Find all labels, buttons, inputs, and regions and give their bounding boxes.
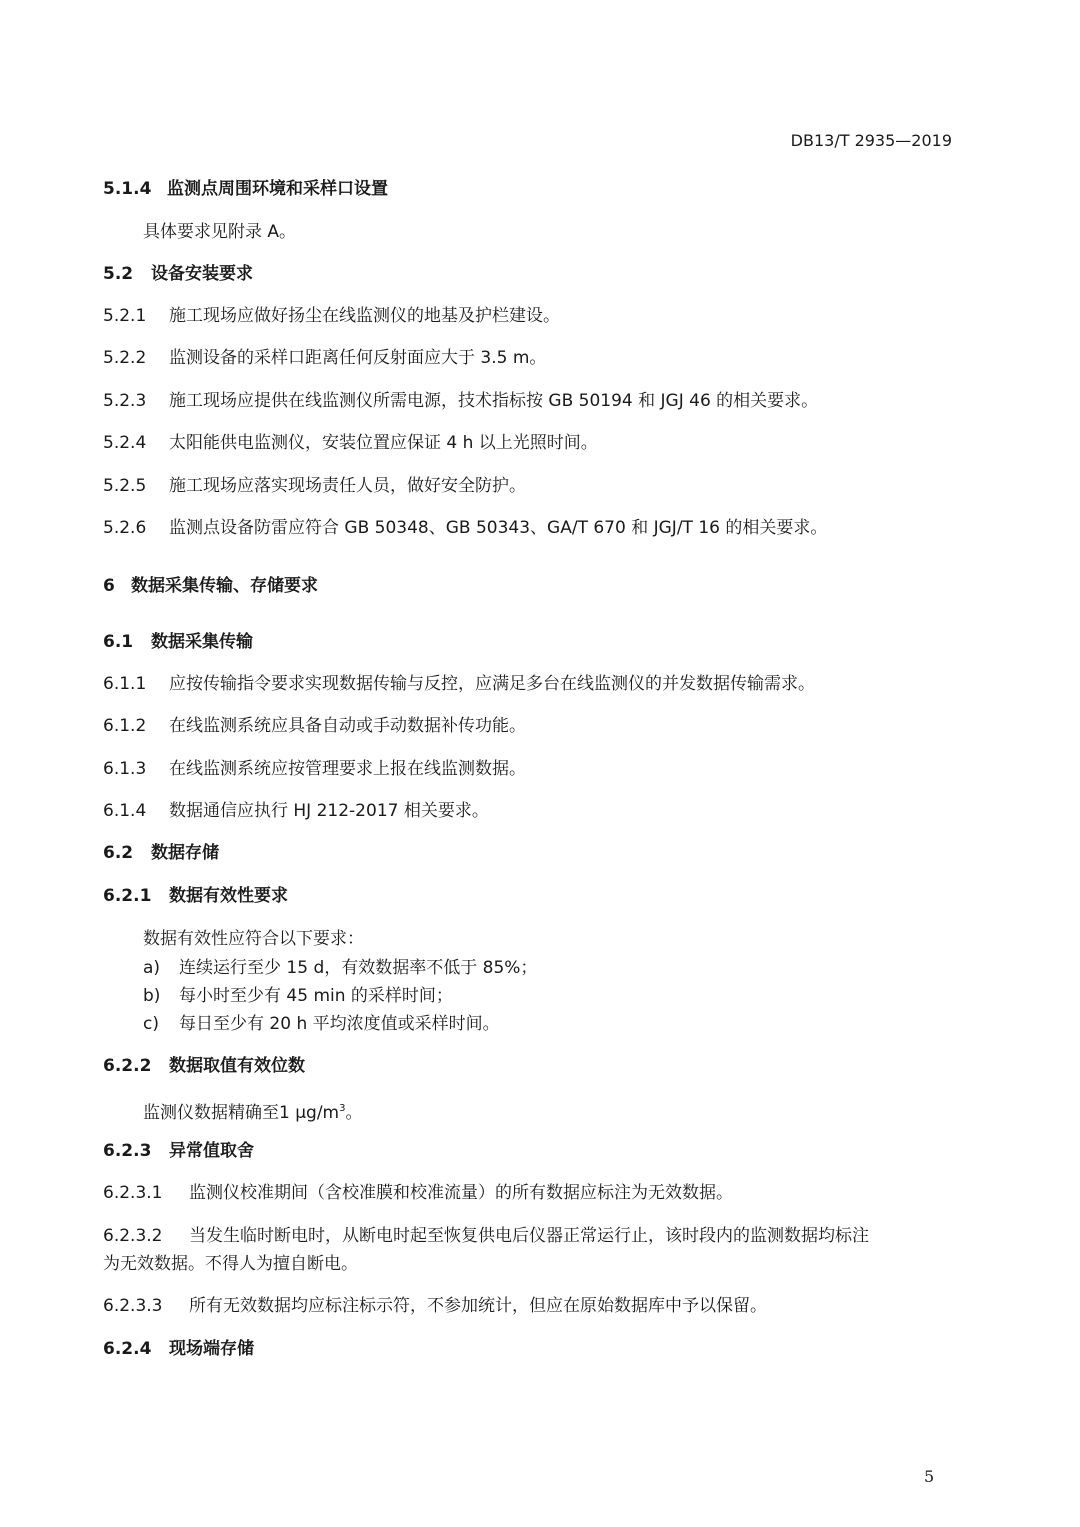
- clause-6-2-1-heading: [103, 885, 288, 907]
- clause-number: 5.1.4: [103, 179, 152, 199]
- clause-number: 6.2.3.2: [103, 1226, 163, 1246]
- clause-6-2-3-2-continued: 为无效数据。不得人为擅自断电。: [103, 1254, 358, 1274]
- clause-text: 施工现场应做好扬尘在线监测仪的地基及护栏建设。: [169, 306, 560, 326]
- clause-title: 监测点周围环境和采样口设置: [167, 179, 388, 199]
- clause-5-2-1: [103, 305, 560, 327]
- clause-5-2-3: [103, 390, 818, 412]
- clause-number: 5.2.2: [103, 348, 147, 368]
- clause-number: 5.2.6: [103, 518, 147, 538]
- clause-6-2-heading: [103, 842, 219, 864]
- clause-number: 6.1.2: [103, 716, 147, 736]
- clause-6-2-2-body: [143, 1098, 363, 1124]
- list-label: a): [143, 958, 161, 978]
- clause-number: 6.1.4: [103, 801, 147, 821]
- clause-5-2-5: [103, 475, 526, 497]
- chapter-6-heading: [103, 575, 318, 597]
- clause-number: 5.2.3: [103, 391, 147, 411]
- clause-6-2-4-heading: [103, 1338, 254, 1360]
- clause-text: 施工现场应提供在线监测仪所需电源，技术指标按 GB 50194 和 JGJ 46 的相关要求。: [169, 391, 819, 411]
- clause-text: 太阳能供电监测仪，安装位置应保证 4 h 以上光照时间。: [169, 433, 598, 453]
- clause-title: 数据存储: [151, 843, 219, 863]
- clause-number: 6.2.3: [103, 1141, 152, 1161]
- list-text: 每小时至少有 45 min 的采样时间；: [179, 986, 453, 1006]
- clause-6-1-3: [103, 758, 526, 780]
- standard-code-header: DB13/T 2935—2019: [790, 131, 952, 150]
- clause-number: 6.2: [103, 843, 134, 863]
- clause-5-2-4: [103, 432, 598, 454]
- clause-number: 6.2.3.3: [103, 1296, 163, 1316]
- chapter-number: 6: [103, 576, 115, 596]
- superscript: 3: [339, 1103, 346, 1114]
- clause-title: 现场端存储: [169, 1339, 254, 1359]
- clause-6-2-3-heading: [103, 1140, 254, 1162]
- clause-number: 5.2: [103, 264, 134, 284]
- list-label: b): [143, 986, 161, 1006]
- clause-number: 5.2.1: [103, 306, 147, 326]
- list-text: 每日至少有 20 h 平均浓度值或采样时间。: [179, 1014, 500, 1034]
- clause-5-2-heading: [103, 263, 253, 285]
- list-item-a: [143, 957, 537, 979]
- clause-6-1-4: [103, 800, 489, 822]
- clause-6-2-2-heading: [103, 1055, 305, 1077]
- clause-text: 在线监测系统应按管理要求上报在线监测数据。: [169, 759, 526, 779]
- period: 。: [345, 1103, 363, 1123]
- list-label: c): [143, 1014, 159, 1034]
- clause-text: 所有无效数据均应标注标示符，不参加统计，但应在原始数据库中予以保留。: [189, 1296, 767, 1316]
- clause-title: 数据取值有效位数: [169, 1056, 305, 1076]
- clause-title: 异常值取舍: [169, 1141, 254, 1161]
- clause-number: 6.1.1: [103, 674, 147, 694]
- chapter-title: 数据采集传输、存储要求: [131, 576, 318, 596]
- clause-text: 在线监测系统应具备自动或手动数据补传功能。: [169, 716, 526, 736]
- clause-5-2-2: [103, 347, 546, 369]
- clause-text: 监测设备的采样口距离任何反射面应大于 3.5 m。: [169, 348, 547, 368]
- list-item-b: [143, 985, 453, 1007]
- clause-text: 监测仪校准期间（含校准膜和校准流量）的所有数据应标注为无效数据。: [189, 1183, 733, 1203]
- clause-title: 数据有效性要求: [169, 886, 288, 906]
- page-number: 5: [924, 1467, 935, 1486]
- clause-5-1-4-body: 具体要求见附录 A。: [143, 222, 297, 242]
- list-item-c: [143, 1013, 500, 1035]
- precision-text: 监测仪数据精确至1 μg/m: [143, 1103, 340, 1123]
- list-text: 连续运行至少 15 d，有效数据率不低于 85%；: [179, 958, 538, 978]
- clause-6-1-1: [103, 673, 815, 695]
- clause-6-1-2: [103, 715, 526, 737]
- clause-text: 数据通信应执行 HJ 212-2017 相关要求。: [169, 801, 489, 821]
- clause-title: 设备安装要求: [151, 264, 253, 284]
- clause-6-2-3-2: [103, 1225, 869, 1247]
- clause-title: 数据采集传输: [151, 632, 253, 652]
- clause-text: 监测点设备防雷应符合 GB 50348、GB 50343、GA/T 670 和 JGJ/T 16 的相关要求。: [169, 518, 828, 538]
- clause-6-2-3-3: [103, 1295, 767, 1317]
- clause-5-1-4-heading: [103, 178, 388, 200]
- clause-number: 6.1: [103, 632, 134, 652]
- clause-number: 6.2.4: [103, 1339, 152, 1359]
- clause-text: 施工现场应落实现场责任人员，做好安全防护。: [169, 476, 526, 496]
- clause-number: 6.2.1: [103, 886, 152, 906]
- clause-5-2-6: [103, 517, 827, 539]
- clause-text: 应按传输指令要求实现数据传输与反控，应满足多台在线监测仪的并发数据传输需求。: [169, 674, 815, 694]
- clause-6-1-heading: [103, 631, 253, 653]
- clause-number: 5.2.4: [103, 433, 147, 453]
- clause-number: 5.2.5: [103, 476, 147, 496]
- clause-6-2-3-1: [103, 1182, 733, 1204]
- clause-text: 当发生临时断电时，从断电时起至恢复供电后仪器正常运行止，该时段内的监测数据均标注: [189, 1226, 869, 1246]
- clause-6-2-1-body: 数据有效性应符合以下要求：: [143, 929, 364, 949]
- clause-number: 6.1.3: [103, 759, 147, 779]
- clause-number: 6.2.3.1: [103, 1183, 163, 1203]
- clause-number: 6.2.2: [103, 1056, 152, 1076]
